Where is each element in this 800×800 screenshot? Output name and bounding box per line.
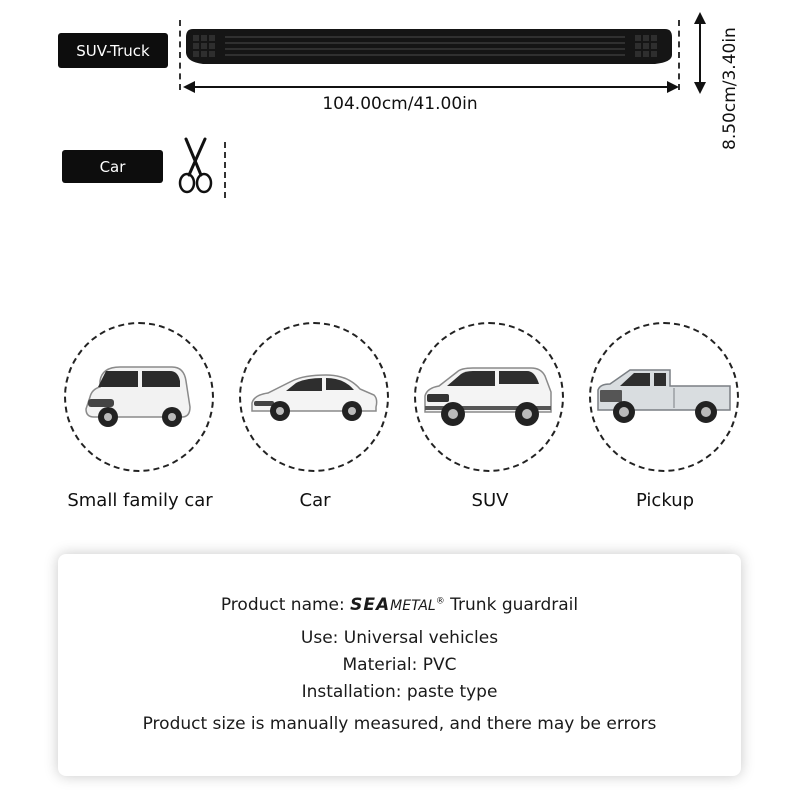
product-name-label: Product name: bbox=[220, 595, 345, 615]
material-line: Material: PVC bbox=[342, 655, 457, 675]
vehicle-label: SUV bbox=[471, 490, 509, 511]
height-arrow bbox=[692, 12, 708, 94]
vehicle-pickup bbox=[589, 322, 741, 511]
vehicle-circle bbox=[414, 322, 564, 472]
vehicle-small-family-car bbox=[64, 322, 216, 511]
car-badge: Car bbox=[62, 150, 163, 183]
left-dashed-marker bbox=[179, 20, 181, 90]
disclaimer-line: Product size is manually measured, and there may be errors bbox=[142, 714, 657, 734]
suv-icon bbox=[421, 362, 557, 432]
vehicle-circle bbox=[239, 322, 389, 472]
guardrail-strip bbox=[185, 27, 673, 67]
vehicle-suv bbox=[414, 322, 566, 511]
use-line: Use: Universal vehicles bbox=[300, 628, 499, 648]
sedan-icon bbox=[248, 367, 380, 427]
height-dimension-label: 8.50cm/3.40in bbox=[720, 27, 740, 150]
vehicle-label: Pickup bbox=[635, 490, 695, 511]
installation-line: Installation: paste type bbox=[301, 682, 498, 702]
width-dimension-label: 104.00cm/41.00in bbox=[322, 94, 478, 114]
vehicle-label: Car bbox=[299, 490, 331, 511]
vehicle-car bbox=[239, 322, 391, 511]
width-arrow bbox=[183, 80, 679, 94]
brand-logo: SEAMETAL® bbox=[350, 595, 445, 615]
vehicle-circle bbox=[589, 322, 739, 472]
cut-line-marker bbox=[224, 142, 226, 198]
pickup-truck-icon bbox=[594, 364, 734, 430]
product-info-card bbox=[58, 554, 741, 776]
product-name-value: Trunk guardrail bbox=[450, 595, 579, 615]
vehicle-label: Small family car bbox=[67, 490, 213, 511]
vehicle-circle bbox=[64, 322, 214, 472]
product-name-line bbox=[58, 595, 741, 615]
mini-car-icon bbox=[80, 359, 198, 435]
suv-truck-badge: SUV-Truck bbox=[58, 33, 168, 68]
scissors-icon bbox=[176, 137, 214, 195]
